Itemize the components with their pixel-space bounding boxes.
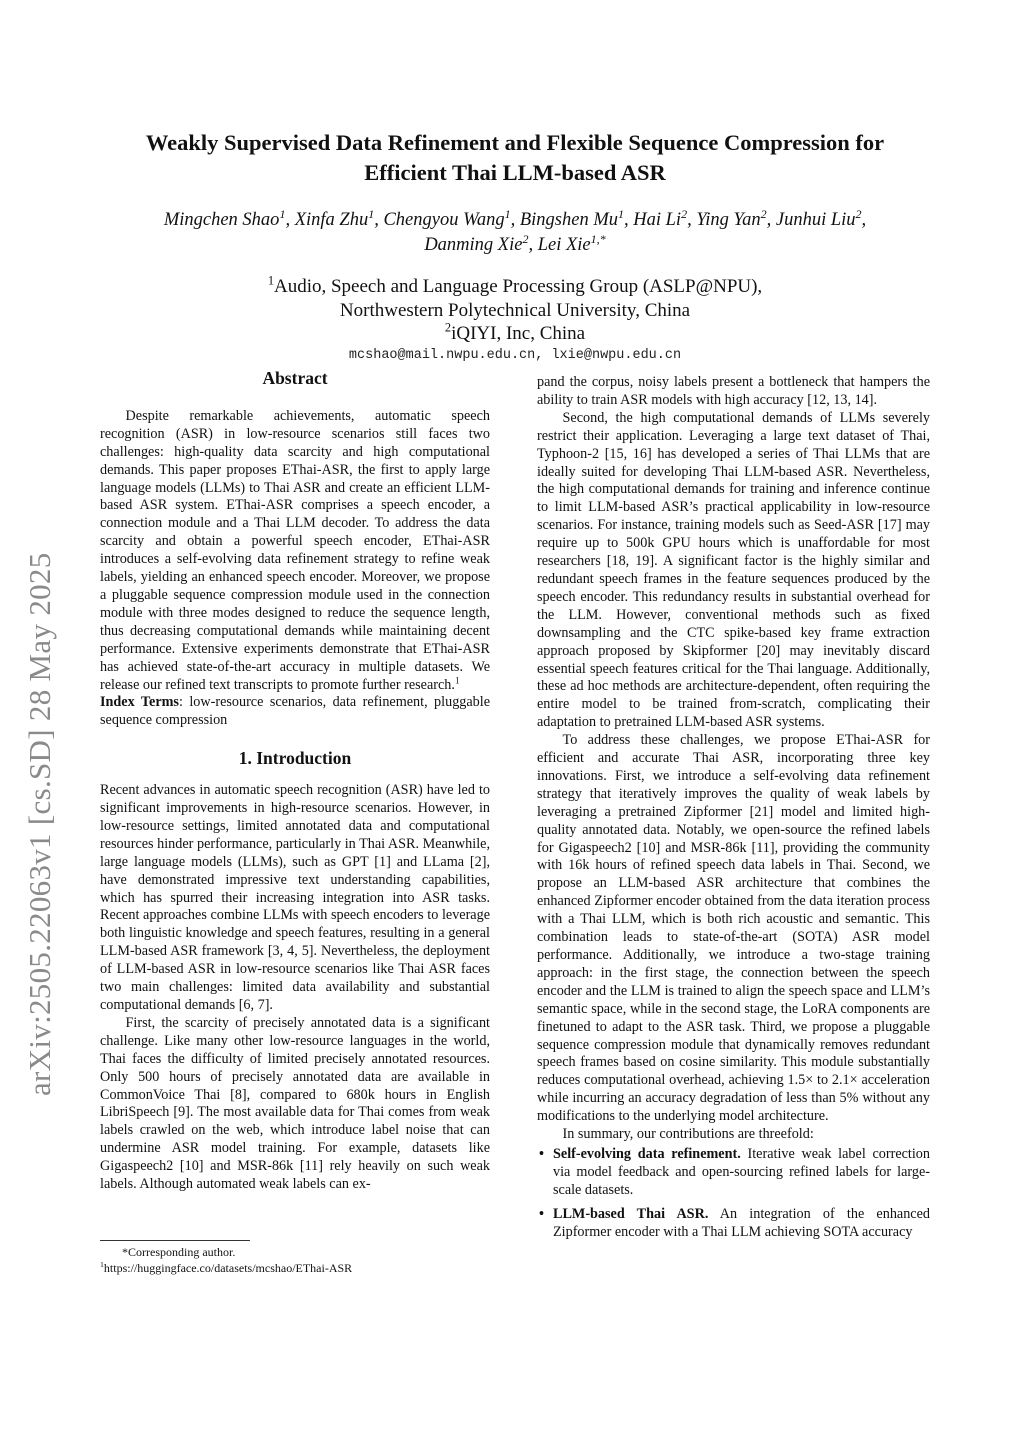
contribution-list bbox=[537, 1146, 930, 1242]
author: Xinfa Zhu$^1$ bbox=[294, 206, 375, 230]
left-column bbox=[100, 370, 490, 1194]
author-emails: mcshao@mail.nwpu.edu.cn, lxie@nwpu.edu.cn bbox=[348, 348, 682, 363]
index-terms: Index Terms: low-resource scenarios, data refinement, pluggable sequence compression bbox=[100, 694, 491, 729]
intro-paragraph-5: In summary, our contributions are threefold: bbox=[562, 1126, 814, 1143]
author: Bingshen Mu$^1$ bbox=[519, 206, 624, 230]
intro-paragraph-2: First, the scarcity of precisely annotated data is a significant challenge. Like many other low-resource languages in the world, Thai faces the difficulty of limited precisely annotated resources. Only 500 hours of precisely annotated data are available in CommonVoice Thai [8], compared to 680k hours in English LibriSpeech [9]. The most available data for Thai comes from weak labels crawled on the web, which introduce label noise that can undermine ASR model training. For example, datasets like Gigaspeech2 [10] and MSR-86k [11] rely heavily on such weak labels. Although automated weak labels can ex- bbox=[100, 1014, 490, 1193]
title-line-1: Weakly Supervised Data Refinement and Flexible Sequence Compression for bbox=[145, 130, 885, 155]
author: Junhui Liu$^2$ bbox=[775, 206, 862, 230]
affiliation-1-line-1: $^1$Audio, Speech and Language Processing Group (ASLP@NPU), bbox=[267, 273, 763, 297]
footnote-corresponding-author: *Corresponding author. bbox=[122, 1245, 236, 1259]
right-column bbox=[537, 374, 930, 1248]
author: Hai Li$^2$ bbox=[633, 206, 688, 230]
footnote-divider bbox=[100, 1240, 250, 1241]
list-item: • Self-evolving data refinement. Iterative weak label correction via model feedback and open-sourcing refined labels for large-scale datasets. bbox=[537, 1146, 930, 1200]
title-line-2: Efficient Thai LLM-based ASR bbox=[364, 160, 666, 185]
affiliation-1-line-2: Northwestern Polytechnical University, China bbox=[339, 299, 691, 321]
intro-paragraph-1: Recent advances in automatic speech recognition (ASR) have led to significant improvements in high-resource scenarios. However, in low-resource settings, limited annotated data and computational resources hinder performance, particularly in Thai ASR. Meanwhile, large language models (LLMs), such as GPT [1] and LLama [2], have demonstrated impressive text understanding capabilities, which has spurred their increasing integration into ASR tasks. Recent approaches combine LLMs with speech encoders to leverage both linguistic knowledge and speech features, resulting in a general LLM-based ASR framework [3, 4, 5]. Nevertheless, the deployment of LLM-based ASR in low-resource scenarios like Thai ASR faces two main challenges: limited data availability and substantial computational demands [6, 7]. bbox=[100, 782, 490, 1013]
footnote-dataset-url: $^1$https://huggingface.co/datasets/mcshao/EThai-ASR bbox=[100, 1260, 353, 1275]
paper-title bbox=[90, 128, 940, 188]
author: Danming Xie$^2$ bbox=[424, 231, 529, 255]
affiliations bbox=[100, 275, 930, 346]
intro-paragraph-3: Second, the high computational demands of LLMs severely restrict their application. Leveraging a large text dataset of Thai, Typhoon-2 [15, 16] has developed a series of Thai LLMs that are ideally suited for developing Thai LLM-based ASR. Nevertheless, the high computational demands for training and inference continue to limit LLM-based ASR’s practical applicability in low-resource scenarios. For instance, training models such as Seed-ASR [17] may require up to 500k GPU hours which is unaffordable for most researchers [18, 19]. A significant factor is the highly similar and redundant speech frames in the feature sequences produced by the speech encoder. This redundancy results in substantial overhead for the LLM. However, conventional methods such as fixed downsampling and the CTC spike-based key frame extraction approach proposed by Skipformer [20] may inevitably discard essential speech features critical for the Thai language. Additionally, these ad hoc methods are architecture-dependent, often requiring the entire model to be trained from-scratch, complicating their adaptation to pretrained LLM-based ASR systems. bbox=[537, 409, 930, 731]
author: Lei Xie$^{1,*}$ bbox=[537, 231, 606, 255]
affiliation-2: $^2$iQIYI, Inc, China bbox=[444, 320, 586, 344]
author: Chengyou Wang$^1$ bbox=[383, 206, 511, 230]
author: Mingchen Shao$^1$ bbox=[163, 206, 286, 230]
intro-paragraph-2-continued: pand the corpus, noisy labels present a bottleneck that hampers the ability to train ASR models with high accuracy [12, 13, 14]. bbox=[537, 374, 930, 408]
author: Ying Yan$^2$ bbox=[696, 206, 767, 230]
list-item: • LLM-based Thai ASR. An integration of the enhanced Zipformer encoder with a Thai LLM achieving SOTA accuracy bbox=[537, 1206, 930, 1242]
author-list: Mingchen Shao$^1$, Xinfa Zhu$^1$, Chengyou Wang$^1$, Bingshen Mu$^1$, Hai Li$^2$, Ying Yan$^2$, Junhui Liu$^2$, Danming Xie$^2$, Lei Xie$^{1,*}$ bbox=[163, 206, 867, 255]
footnotes bbox=[100, 1240, 490, 1276]
abstract-heading: Abstract bbox=[262, 368, 328, 388]
abstract-body: Despite remarkable achievements, automatic speech recognition (ASR) in low-resource scenarios still faces two challenges: high-quality data scarcity and high computational demands. This paper proposes EThai-ASR, the first to apply large language models (LLMs) to Thai ASR and create an efficient LLM-based ASR system. EThai-ASR comprises a speech encoder, a connection module and a Thai LLM decoder. To address the data scarcity and obtain a powerful speech encoder, EThai-ASR introduces a self-evolving data refinement strategy to refine weak labels, yielding an enhanced speech encoder. Moreover, we propose a pluggable sequence compression module used in the connection module with three modes designed to reduce the sequence length, thus decreasing computational demands while maintaining decent performance. Extensive experiments demonstrate that EThai-ASR has achieved state-of-the-art accuracy in multiple datasets. We release our refined text transcripts to promote further research.$^1$ bbox=[100, 407, 490, 693]
arxiv-identifier-stamp: arXiv:2505.22063v1 [cs.SD] 28 May 2025 bbox=[22, 552, 57, 1096]
intro-paragraph-4: To address these challenges, we propose EThai-ASR for efficient and accurate Thai ASR, incorporating three key innovations. First, we introduce a self-evolving data refinement strategy that iteratively improves the quality of weak labels by leveraging a pretrained Zipformer [21] model and limited high-quality annotated data. Notably, we open-source the refined labels for Gigaspeech2 [10] and MSR-86k [11], providing the community with 16k hours of refined speech data labels in Thai. Second, we propose an LLM-based ASR architecture that combines the enhanced Zipformer encoder obtained from the data iteration process with a Thai LLM, which is both rich acoustic and semantic. This combination leads to state-of-the-art (SOTA) ASR model performance. Additionally, we introduce a two-stage training approach: in the first stage, the connection between the speech encoder and the LLM is trained to align the speech space and LLM’s semantic space, while in the second stage, the LoRA components are finetuned to adapt to the ASR task. Third, we propose a pluggable sequence compression module that dynamically removes redundant speech frames based on cosine similarity. This module substantially reduces computational overhead, achieving 1.5× to 2.1× acceleration while incurring an accuracy degradation of less than 5% without any modifications to the underlying model architecture. bbox=[537, 732, 930, 1125]
introduction-heading: 1. Introduction bbox=[238, 748, 352, 769]
